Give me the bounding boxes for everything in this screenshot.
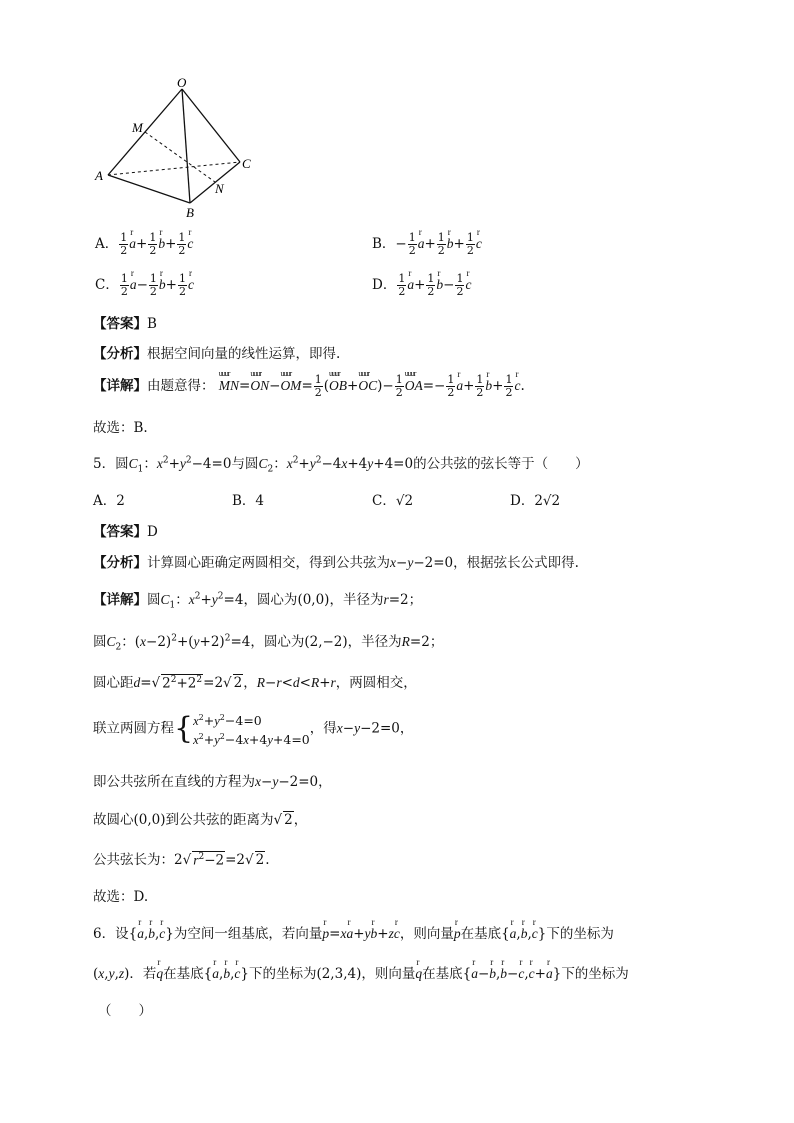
q4-detail: 【详解】由题意得： uuur MN=uuur ON−uuur OM= $\frac{1}{2}$ (uuur OB+uuur OC)− $\frac{1}{2}$ uuur OA=− $\frac{1}{2}$ r a+ $\frac{1}{2}$ r b+ $\frac{1}{2}$ r c. — [93, 374, 525, 399]
text: ， — [399, 720, 414, 737]
text: 圆心距 — [93, 675, 134, 691]
edge-AB — [108, 175, 190, 203]
detail-label: 【详解】 — [93, 378, 147, 394]
option-letter: C． — [95, 277, 119, 293]
q5-detail-1: 【详解】圆$C_1$：$x^2+y^2=4$，圆心为(0,0)，半径为r=2； — [93, 591, 423, 611]
text: 下的坐标为 — [546, 926, 614, 942]
answer-value: B — [147, 316, 157, 332]
analysis-label: 【分析】 — [93, 555, 147, 571]
option-letter: A． — [93, 493, 117, 509]
q4-option-a: A． $\frac{1}{2}$ r a+ $\frac{1}{2}$ r b+ $\frac{1}{2}$ r c — [95, 232, 193, 257]
answer-label: 【答案】 — [93, 524, 147, 540]
text: 下的坐标为 — [248, 966, 317, 982]
detail-label: 【详解】 — [93, 592, 147, 608]
q6-line-1: 6．设{r a,r b,r c}为空间一组基底，若向量r p=xr a+yr b+zr c，则向量r p在基底{r a,r b,r c}下的坐标为 — [93, 922, 614, 942]
q5-detail-3: 圆心距d=√ $2^2+2^2=2√$ 2，R−r<d<R+r，两圆相交， — [93, 674, 417, 691]
text: ，圆心为 — [243, 592, 298, 608]
edge-OB — [182, 89, 190, 203]
label-N: N — [215, 181, 224, 196]
edge-AC-hidden — [108, 162, 240, 175]
text: 在基底 — [460, 926, 502, 942]
q4-option-d: D． $\frac{1}{2}$ r a+ $\frac{1}{2}$ r b− $\frac{1}{2}$ r c — [372, 273, 471, 298]
text: ，半径为 — [329, 592, 384, 608]
option-letter: D． — [510, 493, 535, 509]
detail-prefix: 由题意得： — [147, 378, 215, 394]
q5-option-c — [372, 489, 413, 509]
text: 在基底 — [163, 966, 204, 982]
q5-analysis: 【分析】计算圆心距确定两圆相交，得到公共弦为x−y−2=0，根据弦长公式即得. — [93, 555, 579, 571]
analysis-text: 计算圆心距确定两圆相交，得到公共弦为 — [147, 555, 390, 571]
label-A: A — [95, 168, 103, 183]
q4-conclusion: 故选：B. — [93, 420, 148, 436]
label-B: B — [186, 205, 194, 220]
q5-conclusion: 故选：D. — [93, 889, 149, 905]
text: 即公共弦所在直线的方程为 — [93, 774, 255, 790]
q5-answer — [93, 520, 158, 540]
option-text: √2 — [395, 493, 414, 509]
text: 在基底 — [422, 966, 463, 982]
text: ，则向量 — [399, 926, 454, 942]
text: 故圆心 — [93, 812, 134, 828]
q4-answer — [93, 312, 157, 332]
tetrahedron-figure — [90, 75, 260, 225]
text: ； — [408, 592, 423, 608]
option-text: 2√2 — [534, 493, 561, 509]
stem-mid: 与圆 — [231, 456, 259, 472]
q5-detail-6: 故圆心(0,0)到公共弦的距离为√ 2， — [93, 812, 308, 828]
option-letter: B． — [232, 493, 256, 509]
stem-prefix: 5．圆 — [93, 456, 129, 472]
text: 圆 — [147, 592, 161, 608]
q5-stem: 5．圆$C_1$：$x^2+y^2-4=0$与圆$C_2$：$x^2+y^2-4x+4y+4=0$的公共弦的弦长等于（ ） — [93, 455, 589, 475]
answer-value: D — [147, 524, 158, 540]
text: 到公共弦的距离为 — [165, 812, 274, 828]
text: ； — [429, 634, 444, 650]
q5-detail-4: 联立两圆方程{$x^2+y^2-4=0$ $x^2+y^2-4x+4y+4=0$，得x−y−2=0， — [93, 711, 414, 748]
text: ，则向量 — [361, 966, 416, 982]
option-letter: D． — [372, 277, 397, 293]
q4-option-b: B．− $\frac{1}{2}$ r a+ $\frac{1}{2}$ r b+ $\frac{1}{2}$ r c — [372, 232, 482, 257]
analysis-text: 根据空间向量的线性运算，即得. — [147, 346, 341, 362]
text: 下的坐标为 — [561, 966, 629, 982]
q5-option-a — [93, 489, 125, 509]
option-letter: A． — [95, 236, 119, 252]
text: ，半径为 — [347, 634, 402, 650]
q5-detail-7: 公共弦长为：2√ $r^2-2=2√$ 2. — [93, 851, 270, 868]
analysis-text: ，根据弦长公式即得. — [453, 555, 579, 571]
text: 为空间一组基底，若向量 — [173, 926, 323, 942]
label-C: C — [242, 156, 251, 171]
q5-option-b — [232, 489, 264, 509]
q4-option-c: C． $\frac{1}{2}$ r a− $\frac{1}{2}$ r b+ $\frac{1}{2}$ r c — [95, 273, 194, 298]
text: ，得 — [309, 720, 337, 737]
text: ，两圆相交， — [335, 675, 417, 691]
q5-detail-5: 即公共弦所在直线的方程为x−y−2=0， — [93, 774, 332, 790]
answer-label: 【答案】 — [93, 316, 147, 332]
text: 圆 — [93, 634, 107, 650]
option-text: 4 — [255, 493, 265, 509]
text: 6．设 — [93, 926, 129, 942]
label-M: M — [132, 120, 143, 135]
label-O: O — [177, 75, 187, 90]
text: ， — [293, 812, 308, 828]
text: 公共弦长为： — [93, 852, 174, 868]
option-letter: B． — [372, 236, 396, 252]
text: ．若 — [129, 966, 157, 982]
analysis-label: 【分析】 — [93, 346, 147, 362]
text: ， — [318, 774, 332, 790]
text: ，圆心为 — [250, 634, 305, 650]
text: 联立两圆方程 — [93, 720, 174, 737]
stem-suffix: 的公共弦的弦长等于（ ） — [413, 456, 589, 472]
q5-option-d — [510, 489, 560, 509]
q6-line-2: (x,y,z)．若r q在基底{r a,r b,r c}下的坐标为(2,3,4)，则向量r q在基底{r a−r b,r b−r c,r c+r a}下的坐标为 — [93, 962, 629, 982]
q4-analysis — [93, 342, 340, 362]
segment-MN-hidden — [145, 132, 215, 182]
q6-line-3: （ ） — [98, 1003, 152, 1019]
q5-detail-2: 圆$C_2$：$(x-2)^2+(y+2)^2=4$，圆心为(2,−2)，半径为R=2； — [93, 633, 444, 653]
option-text: 2 — [116, 493, 125, 509]
option-letter: C． — [372, 493, 396, 509]
edge-OC — [182, 89, 240, 162]
